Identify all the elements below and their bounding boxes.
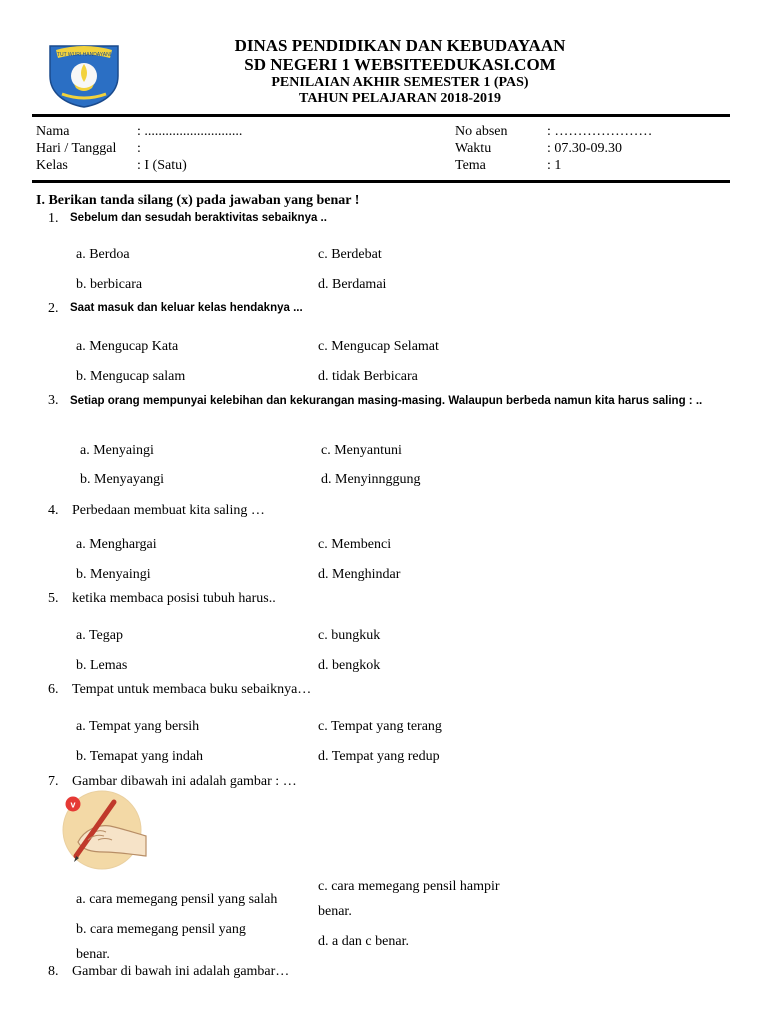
tut-wuri-handayani-logo bbox=[46, 40, 122, 108]
header-title: DINAS PENDIDIKAN DAN KEBUDAYAAN bbox=[234, 36, 566, 55]
hari-label: Hari / Tanggal bbox=[36, 141, 117, 156]
option-a: a. Tegap bbox=[76, 628, 123, 643]
absen-label: No absen bbox=[455, 124, 508, 139]
option-a: a. Menghargai bbox=[76, 537, 157, 552]
option-b-continued: benar. bbox=[76, 947, 110, 962]
tema-label: Tema bbox=[455, 158, 486, 173]
red-badge-icon bbox=[65, 796, 81, 812]
option-b: b. berbicara bbox=[76, 277, 143, 292]
header-rule-top bbox=[32, 114, 730, 117]
question-text: Setiap orang mempunyai kelebihan dan kekurangan masing-masing. Walaupun berbeda namun kita harus saling : .. bbox=[70, 395, 703, 407]
option-b: b. Lemas bbox=[76, 658, 128, 673]
option-d: d. Menghindar bbox=[318, 567, 401, 582]
info-rule-bottom bbox=[32, 180, 730, 183]
question-number: 8. bbox=[48, 964, 59, 979]
waktu-value: : 07.30-09.30 bbox=[547, 141, 623, 156]
question-text: Gambar di bawah ini adalah gambar… bbox=[72, 964, 290, 979]
option-d: d. tidak Berbicara bbox=[318, 369, 418, 384]
question-text: Perbedaan membuat kita saling … bbox=[72, 503, 265, 518]
option-c: c. Menyantuni bbox=[321, 443, 402, 458]
question-text: Sebelum dan sesudah beraktivitas sebaiknya .. bbox=[70, 212, 327, 224]
option-d: d. Menyinnggung bbox=[321, 472, 421, 487]
option-c: c. bungkuk bbox=[318, 628, 381, 643]
svg-text:v: v bbox=[70, 799, 76, 810]
option-a: a. cara memegang pensil yang salah bbox=[76, 892, 278, 907]
question-number: 4. bbox=[48, 503, 59, 518]
option-b: b. cara memegang pensil yang bbox=[76, 922, 246, 937]
question-text: Saat masuk dan keluar kelas hendaknya ... bbox=[70, 302, 303, 314]
question-number: 7. bbox=[48, 774, 59, 789]
option-b: b. Mengucap salam bbox=[76, 369, 186, 384]
school-name: SD NEGERI 1 WEBSITEEDUKASI.COM bbox=[244, 55, 556, 74]
question-number: 6. bbox=[48, 682, 59, 697]
option-a: a. Tempat yang bersih bbox=[76, 719, 200, 734]
option-a: a. Mengucap Kata bbox=[76, 339, 179, 354]
option-c: c. cara memegang pensil hampir bbox=[318, 879, 500, 894]
question-text: Tempat untuk membaca buku sebaiknya… bbox=[72, 682, 312, 697]
tema-value: : 1 bbox=[547, 158, 562, 173]
exam-title: PENILAIAN AKHIR SEMESTER 1 (PAS) bbox=[271, 75, 529, 90]
section-title: I. Berikan tanda silang (x) pada jawaban yang benar ! bbox=[36, 193, 360, 208]
question-number: 3. bbox=[48, 393, 59, 408]
option-b: b. Temapat yang indah bbox=[76, 749, 204, 764]
option-d: d. Tempat yang redup bbox=[318, 749, 440, 764]
option-c: c. Berdebat bbox=[318, 247, 382, 262]
question-text: Gambar dibawah ini adalah gambar : … bbox=[72, 774, 297, 789]
option-a: a. Menyaingi bbox=[80, 443, 154, 458]
kelas-value: : I (Satu) bbox=[137, 158, 187, 173]
waktu-label: Waktu bbox=[455, 141, 492, 156]
option-a: a. Berdoa bbox=[76, 247, 130, 262]
logo-text: TUT WURI HANDAYANI bbox=[56, 52, 112, 58]
question-number: 1. bbox=[48, 211, 59, 226]
kelas-label: Kelas bbox=[36, 158, 68, 173]
option-c-continued: benar. bbox=[318, 904, 352, 919]
option-d: d. Berdamai bbox=[318, 277, 387, 292]
option-c: c. Membenci bbox=[318, 537, 392, 552]
nama-value: : ............................ bbox=[137, 124, 243, 139]
option-d: d. bengkok bbox=[318, 658, 381, 673]
option-b: b. Menyaingi bbox=[76, 567, 151, 582]
option-c: c. Mengucap Selamat bbox=[318, 339, 439, 354]
question-number: 2. bbox=[48, 301, 59, 316]
hari-value: : bbox=[137, 141, 141, 156]
option-b: b. Menyayangi bbox=[80, 472, 164, 487]
nama-label: Nama bbox=[36, 124, 70, 139]
option-c: c. Tempat yang terang bbox=[318, 719, 442, 734]
question-number: 5. bbox=[48, 591, 59, 606]
school-year: TAHUN PELAJARAN 2018-2019 bbox=[299, 91, 501, 106]
absen-value: : ………………… bbox=[547, 124, 653, 139]
question-text: ketika membaca posisi tubuh harus.. bbox=[72, 591, 276, 606]
option-d: d. a dan c benar. bbox=[318, 934, 409, 949]
